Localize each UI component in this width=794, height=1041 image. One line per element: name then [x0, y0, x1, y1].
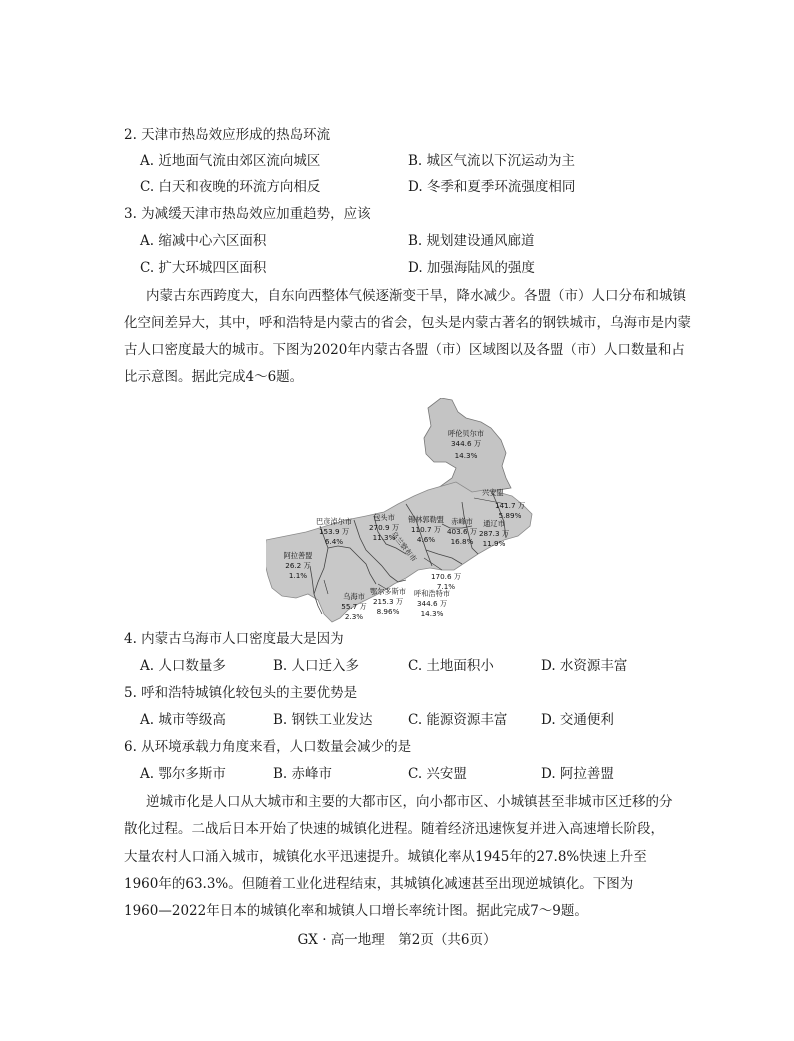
region-pop: 215.3 万 — [372, 597, 404, 606]
region-pop: 270.9 万 — [368, 523, 400, 532]
question-2-option-d[interactable]: D. 冬季和夏季环流强度相同 — [408, 179, 576, 195]
region-pct: 14.3% — [454, 451, 478, 460]
region-name: 乌海市 — [343, 592, 365, 601]
region-pct: 1.1% — [288, 571, 308, 580]
region-pop: 55.7 万 — [341, 602, 367, 611]
question-4-option-c[interactable]: C. 土地面积小 — [408, 658, 494, 674]
question-6-option-c[interactable]: C. 兴安盟 — [408, 766, 467, 782]
question-6-option-a[interactable]: A. 鄂尔多斯市 — [140, 766, 226, 782]
region-pct: 7.1% — [436, 582, 456, 591]
label-chifeng — [447, 517, 477, 546]
question-4-stem: 4. 内蒙古乌海市人口密度最大是因为 — [124, 631, 344, 647]
region-pop: 153.9 万 — [318, 527, 350, 536]
question-3-option-a[interactable]: A. 缩减中心六区面积 — [140, 233, 267, 249]
question-4-option-d[interactable]: D. 水资源丰富 — [541, 658, 628, 674]
intro-mongolia-line: 比示意图。据此完成4～6题。 — [124, 369, 304, 385]
question-6-option-b[interactable]: B. 赤峰市 — [273, 766, 333, 782]
label-hohhot — [414, 589, 450, 618]
region-pop: 287.3 万 — [478, 529, 510, 538]
label-ordos — [370, 587, 406, 616]
region-name: 包头市 — [373, 513, 395, 522]
question-4-option-a[interactable]: A. 人口数量多 — [140, 658, 226, 674]
question-2-option-c[interactable]: C. 白天和夜晚的环流方向相反 — [140, 179, 321, 195]
region-pop: 344.6 万 — [416, 599, 448, 608]
question-5-option-a[interactable]: A. 城市等级高 — [140, 712, 226, 728]
question-6-stem: 6. 从环境承载力角度来看，人口数量会减少的是 — [124, 739, 412, 755]
region-name: 锡林郭勒盟 — [408, 515, 444, 524]
region-name: 呼伦贝尔市 — [448, 429, 484, 438]
region-pct: 4.6% — [416, 535, 436, 544]
question-3-option-c[interactable]: C. 扩大环城四区面积 — [140, 260, 267, 276]
question-2-stem: 2. 天津市热岛效应形成的热岛环流 — [124, 127, 331, 143]
region-name: 呼和浩特市 — [414, 589, 450, 598]
region-pct: 11.9% — [482, 539, 506, 548]
question-5-option-b[interactable]: B. 钢铁工业发达 — [273, 712, 373, 728]
region-pop: 403.6 万 — [446, 527, 478, 536]
region-name: 鄂尔多斯市 — [370, 587, 406, 596]
intro-japan-line: 大量农村人口涌入城市，城镇化水平迅速提升。城镇化率从1945年的27.8%快速上升至 — [124, 849, 647, 865]
region-pct: 5.89% — [498, 511, 522, 520]
intro-japan-line: 1960—2022年日本的城镇化率和城镇人口增长率统计图。据此完成7～9题。 — [124, 903, 588, 919]
question-3-stem: 3. 为减缓天津市热岛效应加重趋势，应该 — [124, 206, 371, 222]
intro-japan-line: 散化过程。二战后日本开始了快速的城镇化进程。随着经济迅速恢复并进入高速增长阶段， — [124, 821, 664, 837]
question-5-stem: 5. 呼和浩特城镇化较包头的主要优势是 — [124, 685, 358, 701]
region-pct: 16.8% — [450, 537, 474, 546]
question-3-option-b[interactable]: B. 规划建设通风廊道 — [408, 233, 535, 249]
page-footer: GX · 高一地理 第2页（共6页） — [297, 932, 497, 948]
intro-mongolia-line: 内蒙古东西跨度大，自东向西整体气候逐渐变干旱，降水减少。各盟（市）人口分布和城镇 — [146, 288, 686, 304]
region-pct: 6.4% — [324, 537, 344, 546]
intro-mongolia-line: 化空间差异大，其中，呼和浩特是内蒙古的省会，包头是内蒙古著名的钢铁城市，乌海市是内蒙 — [124, 315, 691, 331]
question-5-option-c[interactable]: C. 能源资源丰富 — [408, 712, 508, 728]
question-4-option-b[interactable]: B. 人口迁入多 — [273, 658, 360, 674]
region-pop: 110.7 万 — [410, 525, 442, 534]
region-name: 阿拉善盟 — [283, 551, 313, 560]
region-inner-label: 乌兰察布市 — [389, 529, 419, 564]
label-wuhai — [341, 592, 366, 621]
region-pct: 11.3% — [372, 533, 396, 542]
region-pct: 8.96% — [376, 607, 400, 616]
intro-japan-line: 逆城市化是人口从大城市和主要的大都市区，向小都市区、小城镇甚至非城市区迁移的分 — [146, 794, 673, 810]
region-pop: 344.6 万 — [450, 439, 482, 448]
region-pct: 2.3% — [344, 612, 364, 621]
region-pct: 14.3% — [420, 609, 444, 618]
region-pop: 170.6 万 — [430, 572, 462, 581]
question-2-option-b[interactable]: B. 城区气流以下沉运动为主 — [408, 153, 576, 169]
question-3-option-d[interactable]: D. 加强海陆风的强度 — [408, 260, 535, 276]
intro-japan-line: 1960年的63.3%。但随着工业化进程结束，其城镇化减速甚至出现逆城镇化。下图为 — [124, 876, 634, 892]
region-pop: 26.2 万 — [285, 561, 311, 570]
intro-mongolia-line: 古人口密度最大的城市。下图为2020年内蒙古各盟（市）区域图以及各盟（市）人口数量和占 — [124, 342, 685, 358]
region-pop: 141.7 万 — [494, 501, 526, 510]
region-name: 巴彦淖尔市 — [316, 517, 352, 526]
region-name: 赤峰市 — [451, 517, 473, 526]
label-tongliao — [479, 519, 509, 548]
question-2-option-a[interactable]: A. 近地面气流由郊区流向城区 — [140, 153, 321, 169]
question-5-option-d[interactable]: D. 交通便利 — [541, 712, 614, 728]
region-name: 兴安盟 — [482, 488, 504, 497]
region-name: 通辽市 — [483, 519, 505, 528]
question-6-option-d[interactable]: D. 阿拉善盟 — [541, 766, 614, 782]
inner-mongolia-map — [266, 398, 536, 624]
